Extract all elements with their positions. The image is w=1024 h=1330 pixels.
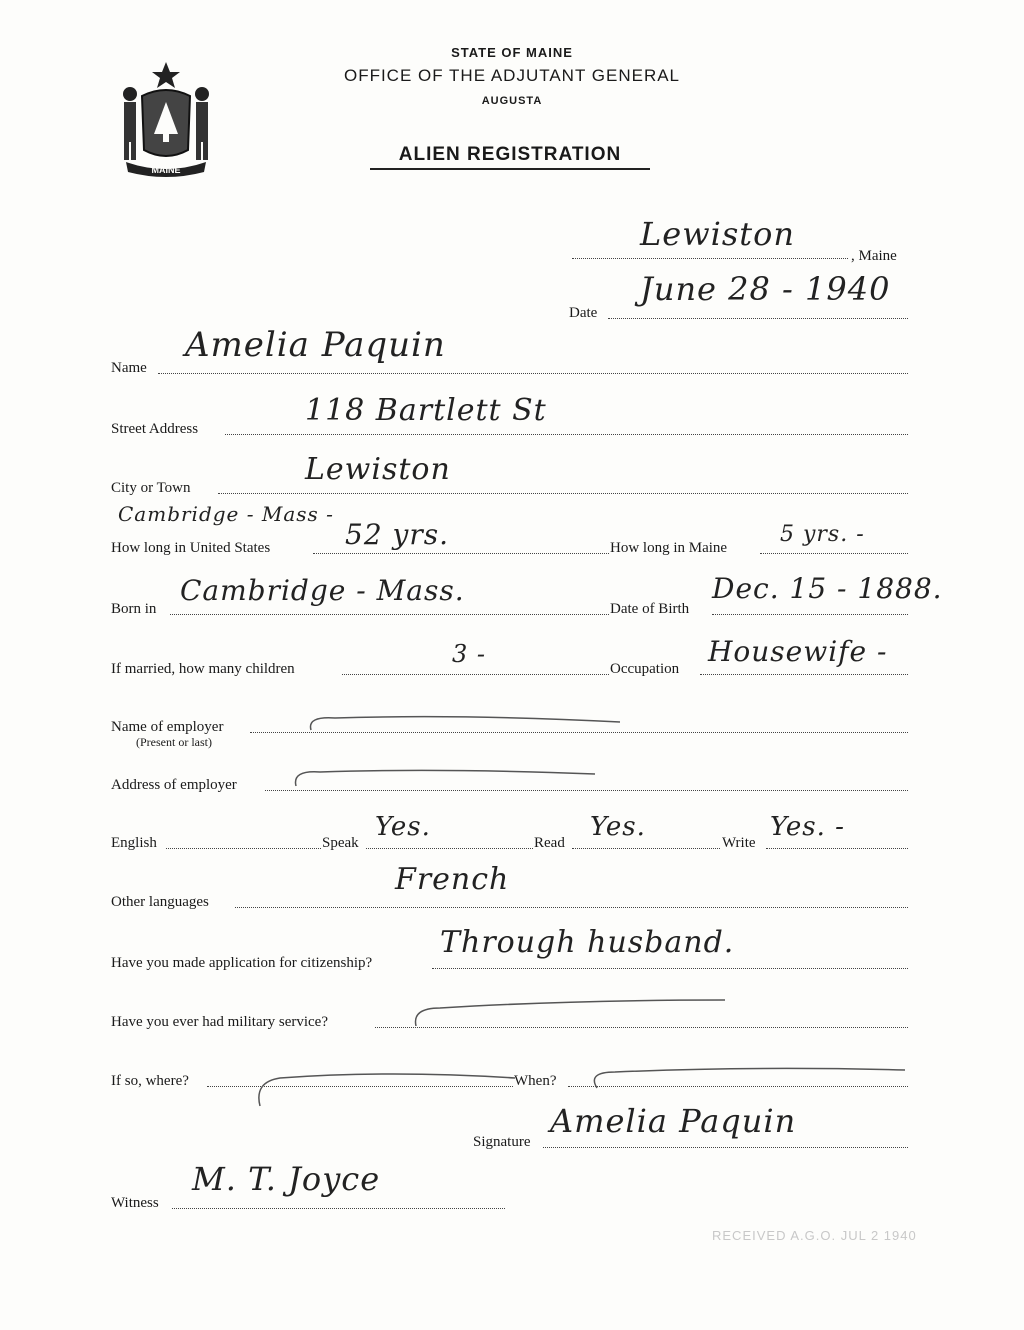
speak-entry: Yes.	[375, 812, 431, 842]
street-entry: 118 Bartlett St	[305, 393, 547, 428]
signature-line	[543, 1147, 908, 1148]
write-entry: Yes. -	[770, 812, 845, 842]
city-line	[218, 493, 908, 494]
signature-label: Signature	[473, 1134, 531, 1150]
header-state: STATE OF MAINE	[451, 45, 573, 60]
how-long-maine-line	[760, 553, 908, 554]
how-long-us-line	[313, 553, 609, 554]
military-label: Have you ever had military service?	[111, 1014, 328, 1030]
read-entry: Yes.	[590, 812, 646, 842]
signature-entry: Amelia Paquin	[550, 1102, 797, 1140]
children-entry: 3 -	[452, 640, 487, 668]
employer-note: (Present or last)	[136, 735, 212, 749]
city-label: City or Town	[111, 480, 191, 496]
maine-state-seal-icon	[112, 58, 220, 178]
children-line	[342, 674, 609, 675]
occupation-label: Occupation	[610, 661, 680, 677]
how-long-us-label: How long in United States	[111, 540, 271, 556]
how-long-us-entry: 52 yrs.	[345, 518, 450, 551]
how-long-maine-entry: 5 yrs. -	[780, 522, 865, 547]
how-long-maine-label: How long in Maine	[610, 540, 728, 556]
born-in-label: Born in	[111, 601, 157, 617]
english-label: English	[111, 835, 157, 851]
name-line	[158, 373, 908, 374]
name-entry: Amelia Paquin	[185, 325, 446, 365]
children-label: If married, how many children	[111, 661, 295, 677]
name-label: Name	[111, 360, 147, 376]
received-stamp: RECEIVED A.G.O. JUL 2 1940	[712, 1228, 917, 1243]
occupation-entry: Housewife -	[708, 635, 888, 668]
write-label: Write	[722, 835, 756, 851]
street-line	[225, 434, 908, 435]
town-line	[572, 258, 848, 259]
street-label: Street Address	[111, 421, 199, 437]
employer-address-blank-stroke	[290, 764, 600, 790]
witness-label: Witness	[111, 1195, 159, 1211]
citizenship-line	[432, 968, 908, 969]
dob-label: Date of Birth	[610, 601, 690, 617]
born-in-line	[170, 614, 609, 615]
date-line	[608, 318, 908, 319]
form-title: ALIEN REGISTRATION	[370, 144, 650, 170]
city-note-entry: Cambridge - Mass -	[118, 502, 334, 526]
dob-line	[712, 614, 908, 615]
when-blank-stroke	[585, 1064, 910, 1090]
citizenship-entry: Through husband.	[440, 925, 735, 960]
other-languages-entry: French	[395, 862, 510, 897]
citizenship-label: Have you made application for citizenship?	[111, 955, 373, 971]
read-label: Read	[534, 835, 565, 851]
when-label: When?	[514, 1073, 557, 1089]
town-entry: Lewiston	[640, 215, 795, 253]
witness-line	[172, 1208, 505, 1209]
speak-label: Speak	[322, 835, 359, 851]
speak-line	[366, 848, 533, 849]
born-in-entry: Cambridge - Mass.	[180, 574, 465, 607]
military-blank-stroke	[410, 996, 730, 1030]
city-entry: Lewiston	[305, 452, 451, 487]
seal-banner-text: MAINE	[151, 165, 181, 175]
employer-address-line	[265, 790, 908, 791]
witness-entry: M. T. Joyce	[192, 1160, 381, 1198]
header-city: AUGUSTA	[481, 95, 543, 107]
employer-label: Name of employer	[111, 719, 224, 735]
employer-address-label: Address of employer	[111, 777, 237, 793]
header-office: OFFICE OF THE ADJUTANT GENERAL	[343, 66, 681, 85]
occupation-line	[700, 674, 908, 675]
where-blank-stroke	[250, 1060, 520, 1110]
maine-label: , Maine	[851, 248, 897, 264]
dob-entry: Dec. 15 - 1888.	[712, 572, 943, 605]
employer-blank-stroke	[305, 710, 625, 736]
date-entry: June 28 - 1940	[640, 270, 891, 308]
read-line	[572, 848, 720, 849]
other-languages-label: Other languages	[111, 894, 209, 910]
date-label: Date	[569, 305, 598, 321]
english-line	[166, 848, 321, 849]
other-languages-line	[235, 907, 908, 908]
write-line	[766, 848, 908, 849]
where-label: If so, where?	[111, 1073, 189, 1089]
